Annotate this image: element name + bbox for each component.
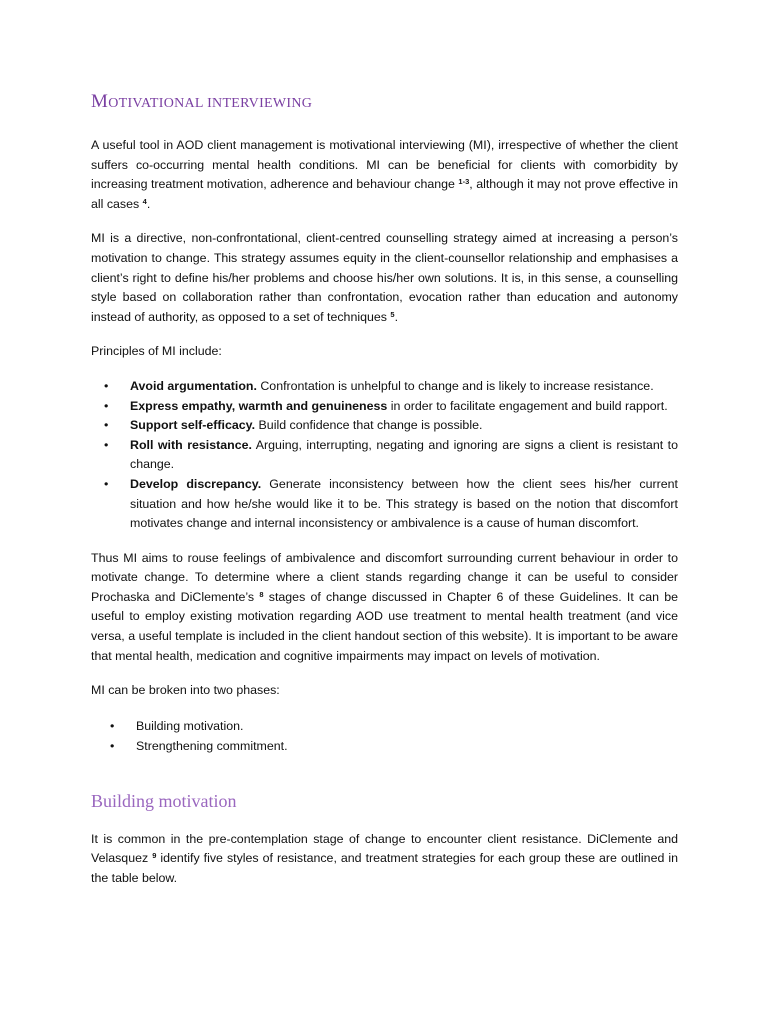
principle-title: Develop discrepancy. bbox=[130, 476, 262, 491]
list-item bbox=[91, 716, 678, 736]
list-item bbox=[91, 475, 678, 534]
paragraph-definition bbox=[91, 229, 678, 327]
list-item bbox=[91, 736, 678, 756]
section-heading-building-motivation: Building motivation bbox=[91, 790, 237, 811]
list-item bbox=[91, 436, 678, 475]
principle-title: Avoid argumentation. bbox=[130, 378, 257, 393]
list-item bbox=[91, 377, 678, 397]
reference-superscript: 8 bbox=[259, 589, 264, 599]
bullet-icon: • bbox=[110, 718, 115, 733]
phases-list bbox=[91, 716, 678, 757]
paragraph-text: A useful tool in AOD client management is motivational interviewing (MI), irrespective of whether the client suffers co-occurring mental health conditions. MI can be beneficial for clients with comorbidity by increasing treatment motivation, adherence and behaviour change bbox=[91, 138, 678, 192]
bullet-icon: • bbox=[110, 739, 115, 754]
phase-text: Strengthening commitment. bbox=[136, 739, 288, 754]
principles-intro: Principles of MI include: bbox=[91, 344, 222, 359]
bullet-icon: • bbox=[104, 418, 109, 433]
paragraph-text: . bbox=[394, 309, 399, 324]
paragraph-text: Thus MI aims to rouse feelings of ambivalence and discomfort surrounding current behaviour in order to motivate change. To determine where a client stands regarding change it can be useful to consider Prochaska and DiClemente’s bbox=[91, 550, 678, 604]
paragraph-text: stages of change discussed in Chapter 6 of these Guidelines. It can be useful to employ existing motivation regarding AOD use treatment to mental health treatment (and vice versa, a useful template is included in the client handout section of this website). It is important to be aware that mental health, medication and cognitive impairments may impact on levels of motivation. bbox=[91, 589, 678, 663]
paragraph-resistance bbox=[91, 830, 678, 889]
paragraph-intro bbox=[91, 136, 678, 214]
heading-initial-cap: M bbox=[91, 91, 109, 112]
principle-title: Express empathy, warmth and genuineness bbox=[130, 398, 388, 413]
phases-intro: MI can be broken into two phases: bbox=[91, 683, 280, 698]
document-page bbox=[91, 92, 678, 903]
heading-rest: OTIVATIONAL INTERVIEWING bbox=[108, 96, 313, 111]
bullet-icon: • bbox=[104, 476, 109, 491]
paragraph-text: , although it may not prove effective in all cases bbox=[91, 177, 679, 211]
phase-text: Building motivation. bbox=[136, 718, 244, 733]
bullet-icon: • bbox=[104, 378, 109, 393]
reference-superscript: 9 bbox=[152, 851, 157, 861]
paragraph-text: MI is a directive, non-confrontational, client-centred counselling strategy aimed at increasing a person’s motivation to change. This strategy assumes equity in the client-counsellor relationship and emphasises a client’s right to define his/her problems and choose his/her own solutions. It is, in this sense, a counselling style based on collaboration rather than confrontation, evocation rather than education and autonomy instead of authority, as opposed to a set of techniques bbox=[91, 231, 678, 324]
paragraph-text: . bbox=[146, 196, 151, 211]
paragraph-stages-of-change bbox=[91, 549, 678, 667]
reference-superscript: 4 bbox=[142, 196, 147, 206]
principle-text: Generate inconsistency between how the client sees his/her current situation and how he/she would like it to be. This strategy is based on the notion that discomfort motivates change and internal inconsistency or ambivalence is a cause of human discomfort. bbox=[130, 476, 678, 531]
principle-text: Build confidence that change is possible. bbox=[255, 418, 483, 433]
principles-list bbox=[91, 377, 678, 534]
reference-superscript: 5 bbox=[390, 309, 395, 319]
reference-superscript: 1-3 bbox=[458, 177, 470, 187]
section-heading-motivational-interviewing bbox=[91, 92, 678, 114]
principle-text: Arguing, interrupting, negating and ignoring are signs a client is resistant to change. bbox=[130, 437, 679, 472]
principle-text: Confrontation is unhelpful to change and is likely to increase resistance. bbox=[256, 378, 654, 393]
paragraph-text: It is common in the pre-contemplation stage of change to encounter client resistance. DiClemente and Velasquez bbox=[91, 831, 678, 866]
principle-title: Roll with resistance. bbox=[130, 437, 252, 452]
principle-text: in order to facilitate engagement and build rapport. bbox=[387, 398, 668, 413]
list-item bbox=[91, 416, 678, 436]
list-item bbox=[91, 397, 678, 417]
bullet-icon: • bbox=[104, 437, 109, 452]
paragraph-text: identify five styles of resistance, and treatment strategies for each group these are outlined in the table below. bbox=[91, 851, 679, 885]
principle-title: Support self-efficacy. bbox=[130, 418, 256, 433]
bullet-icon: • bbox=[104, 398, 109, 413]
